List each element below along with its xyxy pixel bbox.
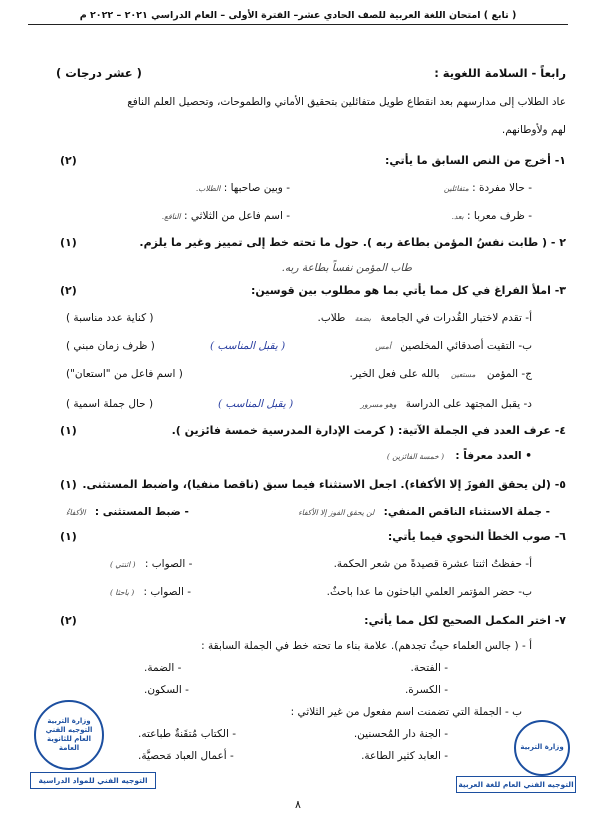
- q6-item-b-fix-answer: ( باحثا ): [110, 588, 135, 597]
- q1-item-a: [444, 182, 532, 194]
- q3-item-c-req: ( اسم فاعل من "استعان"): [66, 368, 183, 380]
- ministry-seal-left: [34, 700, 104, 770]
- q2-answer: طاب المؤمن نفساً بطاعة ربه.: [281, 262, 412, 274]
- q6-item-a-fix-answer: ( اثنتي ): [110, 560, 136, 569]
- q1-item-d-answer: النافع.: [161, 212, 181, 221]
- ministry-seal-left-text: وزارة التربية التوجيه الفني العام للثانوية العامة: [45, 716, 93, 753]
- q1-item-d-label: - اسم فاعل من الثلاثي :: [184, 210, 290, 222]
- q4-answer-row: [387, 450, 532, 462]
- exam-header: ( تابع ) امتحان اللغة العربية للصف الحادي عشر– الفترة الأولى – العام الدراسي ٢٠٢١ – ٢٠٢٢ م: [28, 10, 568, 25]
- q7-b-option-3: - العابد كثير الطاعة.: [361, 750, 448, 762]
- q1-item-b-label: - وبين صاحبها :: [223, 182, 290, 194]
- q6-title: ٦- صوب الخطأ النحوي فيما يأتي:: [387, 530, 566, 543]
- section-title-text: رابعاً - السلامة اللغوية :: [434, 66, 566, 80]
- seal-banner-left: التوجيه الفني للمواد الدراسية: [30, 772, 156, 789]
- q3-item-d-label: د- يقبل المجتهد على الدراسة: [405, 398, 532, 410]
- q6-mark: (١): [60, 530, 77, 543]
- q5-answer-1: لن يحقق الفوز إلا الأكفاء: [298, 508, 375, 517]
- q7-b-option-4: - أعمال العباد مَحصيَّة.: [138, 750, 234, 762]
- q3-title: ٣- املأ الفراغ في كل مما يأتي بما هو مطلوب بين قوسين:: [250, 284, 566, 297]
- q3-item-d-answer: وهو مسرور: [360, 400, 397, 409]
- q6-item-a: أ- حفظتُ اثنتا عشرة قصيدةً من شعر الحكمة.: [333, 558, 532, 570]
- q3-item-b: [369, 340, 532, 352]
- q5-label-1: - جملة الاستثناء الناقص المنفي:: [383, 506, 550, 518]
- ministry-seal-right-text: وزارة التربية: [520, 743, 564, 752]
- section-marks: ( عشر درجات ): [56, 66, 142, 80]
- q6-item-b-fix-label: - الصواب :: [143, 586, 191, 598]
- q1-item-b: [196, 182, 290, 194]
- q5-mark: (١): [60, 478, 77, 491]
- q7-a-option-4: - السكون.: [144, 684, 189, 696]
- q3-item-a: [317, 312, 532, 324]
- q3-item-b-note: ( يقبل المناسب ): [210, 340, 286, 352]
- q1-item-c-label: - ظرف معربا :: [467, 210, 532, 222]
- q3-item-c: [349, 368, 532, 380]
- q6-item-b: ب- حضر المؤتمر العلمي الباحثون ما عدا باحثٌ.: [326, 586, 532, 598]
- passage-line-1: عاد الطلاب إلى مدارسهم بعد انقطاع طويل متفائلين بتحقيق الأماني والطموحات، وتحصيل العلم النافع: [127, 96, 566, 108]
- q5-row-1: [298, 506, 550, 518]
- q1-item-c: [452, 210, 532, 222]
- q6-item-a-fix-label: - الصواب :: [144, 558, 193, 570]
- q3-item-b-label: ب- التقيت أصدقائي المخلصين: [400, 340, 532, 352]
- q5-label-2: - ضبط المستثنى :: [94, 506, 189, 518]
- q7-b-option-1: - الجنة دار المُحسنين.: [353, 728, 448, 740]
- q7-a-option-2: - الضمة.: [144, 662, 182, 674]
- q3-item-b-answer: أمس: [375, 342, 391, 351]
- q6-item-b-fix: [110, 586, 191, 598]
- page-number: ٨: [295, 798, 301, 811]
- q3-item-c-answer: مستعين: [450, 370, 476, 379]
- q7-b-stem: ب - الجملة التي تضمنت اسم مفعول من غير الثلاثي :: [290, 706, 522, 718]
- q3-item-d-note: ( يقبل المناسب ): [218, 398, 294, 410]
- q3-item-d-req: ( حال جملة اسمية ): [66, 398, 154, 410]
- q3-item-c-tail: بالله على فعل الخير.: [349, 368, 440, 380]
- q7-a-stem: أ - ( جالس العلماء حيثُ تجدهم). علامة بناء ما تحته خط في الجملة السابقة :: [201, 640, 532, 652]
- q3-item-a-answer: بضعة: [354, 314, 371, 323]
- q7-b-option-2: - الكتاب مُتقَنةٌ طباعته.: [138, 728, 236, 740]
- q3-item-d: [355, 398, 532, 410]
- q3-item-a-label: أ- تقدم لاختبار القُدرات في الجامعة: [380, 312, 532, 324]
- q2-title: ٢ - ( طابت نفسُ المؤمن بطاعة ربه ). حول ما تحته خط إلى تمييز وغير ما يلزم.: [139, 236, 566, 249]
- q4-mark: (١): [60, 424, 77, 437]
- q1-item-b-answer: الطلاب.: [195, 184, 221, 193]
- q3-mark: (٢): [60, 284, 77, 297]
- q7-a-option-1: - الفتحة.: [410, 662, 448, 674]
- q1-item-a-answer: متفائلين: [443, 184, 469, 193]
- q3-item-c-label: ج- المؤمن: [486, 368, 532, 380]
- q6-item-a-fix: [110, 558, 192, 570]
- q7-mark: (٢): [60, 614, 77, 627]
- q3-item-b-req: ( ظرف زمان مبني ): [66, 340, 155, 352]
- seal-banner-right: التوجيه الفني العام للغة العربية: [456, 776, 576, 793]
- q5-title: ٥- (لن يحقق الفوزَ إلا الأكفاء). اجعل الاستثناء فيما سبق (ناقصا منفيا)، واضبط المستثنى.: [82, 478, 566, 491]
- q7-title: ٧- اختر المكمل الصحيح لكل مما يأتي:: [364, 614, 566, 627]
- ministry-seal-right: [514, 720, 570, 776]
- q4-answer: ( خمسة الفائزين ): [386, 452, 445, 461]
- q4-label: • العدد معرفاً :: [455, 450, 532, 462]
- passage-line-2: لهم ولأوطانهم.: [501, 124, 566, 136]
- q5-row-2: [66, 506, 189, 518]
- q1-mark: (٢): [60, 154, 77, 167]
- q2-mark: (١): [60, 236, 77, 249]
- q4-title: ٤- عرف العدد في الجملة الآتية: ( كرمت الإدارة المدرسية خمسة فائزين ).: [171, 424, 566, 437]
- q1-title: ١- أخرج من النص السابق ما يأتي:: [385, 154, 566, 167]
- q3-item-a-tail: طلاب.: [317, 312, 346, 324]
- q7-a-option-3: - الكسرة.: [404, 684, 448, 696]
- q3-item-a-req: ( كناية عدد مناسبة ): [66, 312, 154, 324]
- q1-item-a-label: - حالا مفردة :: [472, 182, 532, 194]
- q5-answer-2: الأكفاءُ: [66, 508, 86, 517]
- q1-item-d: [162, 210, 290, 222]
- q1-item-c-answer: بعد.: [451, 212, 464, 221]
